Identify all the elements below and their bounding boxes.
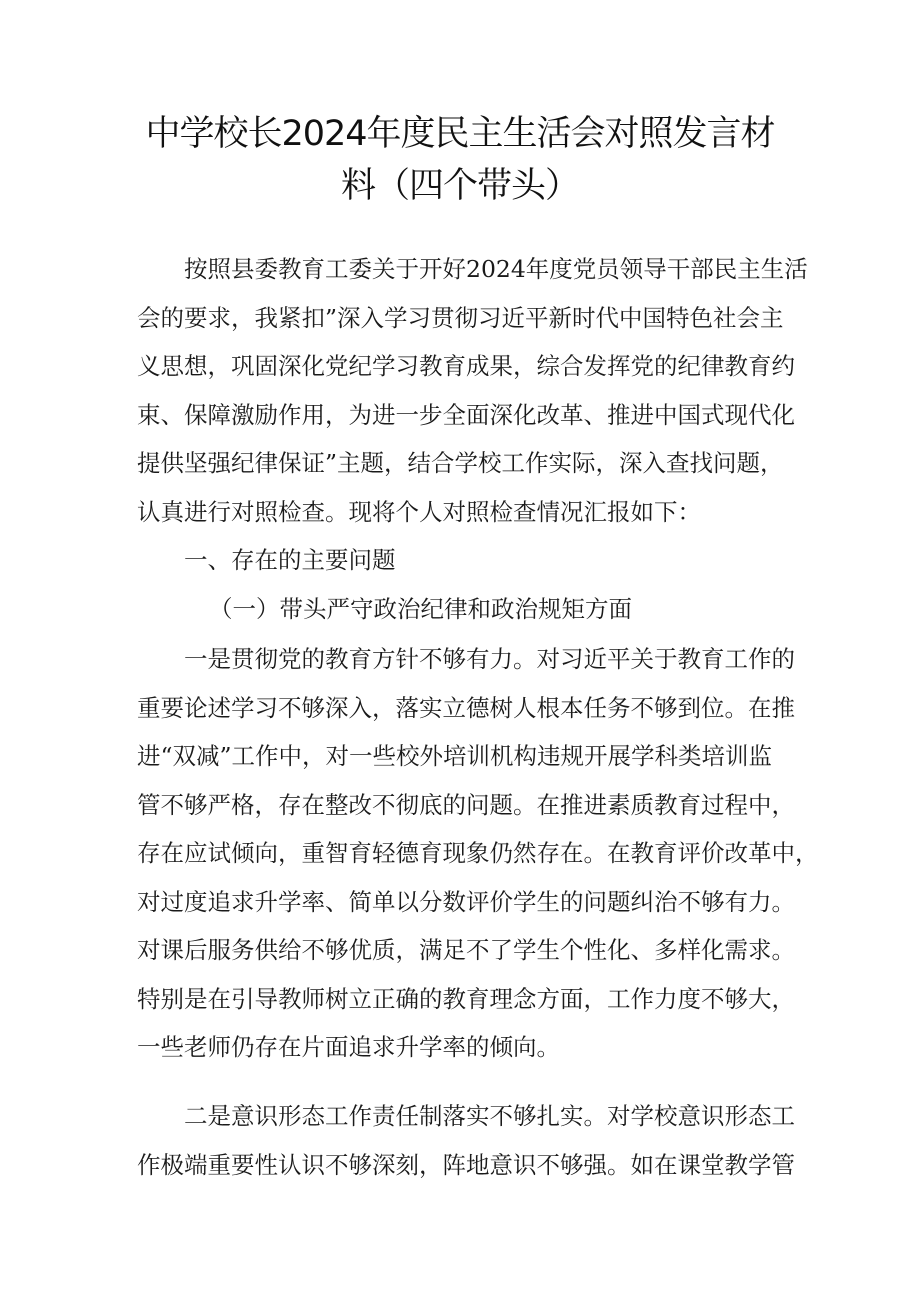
intro-paragraph <box>137 245 808 536</box>
section-subheading <box>137 585 797 634</box>
text-line: 存在应试倾向，重智育轻德育现象仍然存在。在教育评价改革中， <box>137 839 819 867</box>
text-line: 对过度追求升学率、简单以分数评价学生的问题纠治不够有力。 <box>137 887 795 916</box>
subheading-text: （一）带头严守政治纪律和政治规矩方面 <box>209 595 632 623</box>
text-line: 进“双减”工作中，对一些校外培训机构违规开展学科类培训监 <box>137 742 773 770</box>
text-line: 提供坚强纪律保证”主题，结合学校工作实际，深入查找问题， <box>137 449 784 477</box>
text-line: 对课后服务供给不够优质，满足不了学生个性化、多样化需求。 <box>137 936 795 964</box>
text-line: 二是意识形态工作责任制落实不够扎实。对学校意识形态工 <box>184 1102 795 1130</box>
document-title <box>120 108 800 212</box>
text-line: 一些老师仍存在片面追求升学率的倾向。 <box>137 1033 560 1061</box>
title-line: 中学校长2024年度民主生活会对照发言材 <box>145 114 775 154</box>
text-line: 义思想，巩固深化党纪学习教育成果，综合发挥党的纪律教育约 <box>137 352 795 380</box>
title-line: 料（四个带头） <box>340 166 579 206</box>
section-heading <box>137 536 797 585</box>
text-line: 按照县委教育工委关于开好2024年度党员领导干部民主生活 <box>184 255 808 283</box>
text-line: 认真进行对照检查。现将个人对照检查情况汇报如下： <box>137 497 701 526</box>
text-line: 束、保障激励作用，为进一步全面深化改革、推进中国式现代化 <box>137 400 795 429</box>
point2-paragraph <box>137 1092 797 1189</box>
text-line: 重要论述学习不够深入，落实立德树人根本任务不够到位。在推 <box>137 693 795 722</box>
text-line: 管不够严格，存在整改不彻底的问题。在推进素质教育过程中， <box>137 790 795 819</box>
text-line: 一是贯彻党的教育方针不够有力。对习近平关于教育工作的 <box>184 645 795 673</box>
text-line: 特别是在引导教师树立正确的教育理念方面，工作力度不够大， <box>137 984 795 1013</box>
section-heading-text: 一、存在的主要问题 <box>184 546 396 574</box>
text-line: 作极端重要性认识不够深刻，阵地意识不够强。如在课堂教学管 <box>137 1150 795 1179</box>
text-line: 会的要求，我紧扣”深入学习贯彻习近平新时代中国特色社会主 <box>137 303 784 332</box>
point1-paragraph <box>137 635 819 1072</box>
